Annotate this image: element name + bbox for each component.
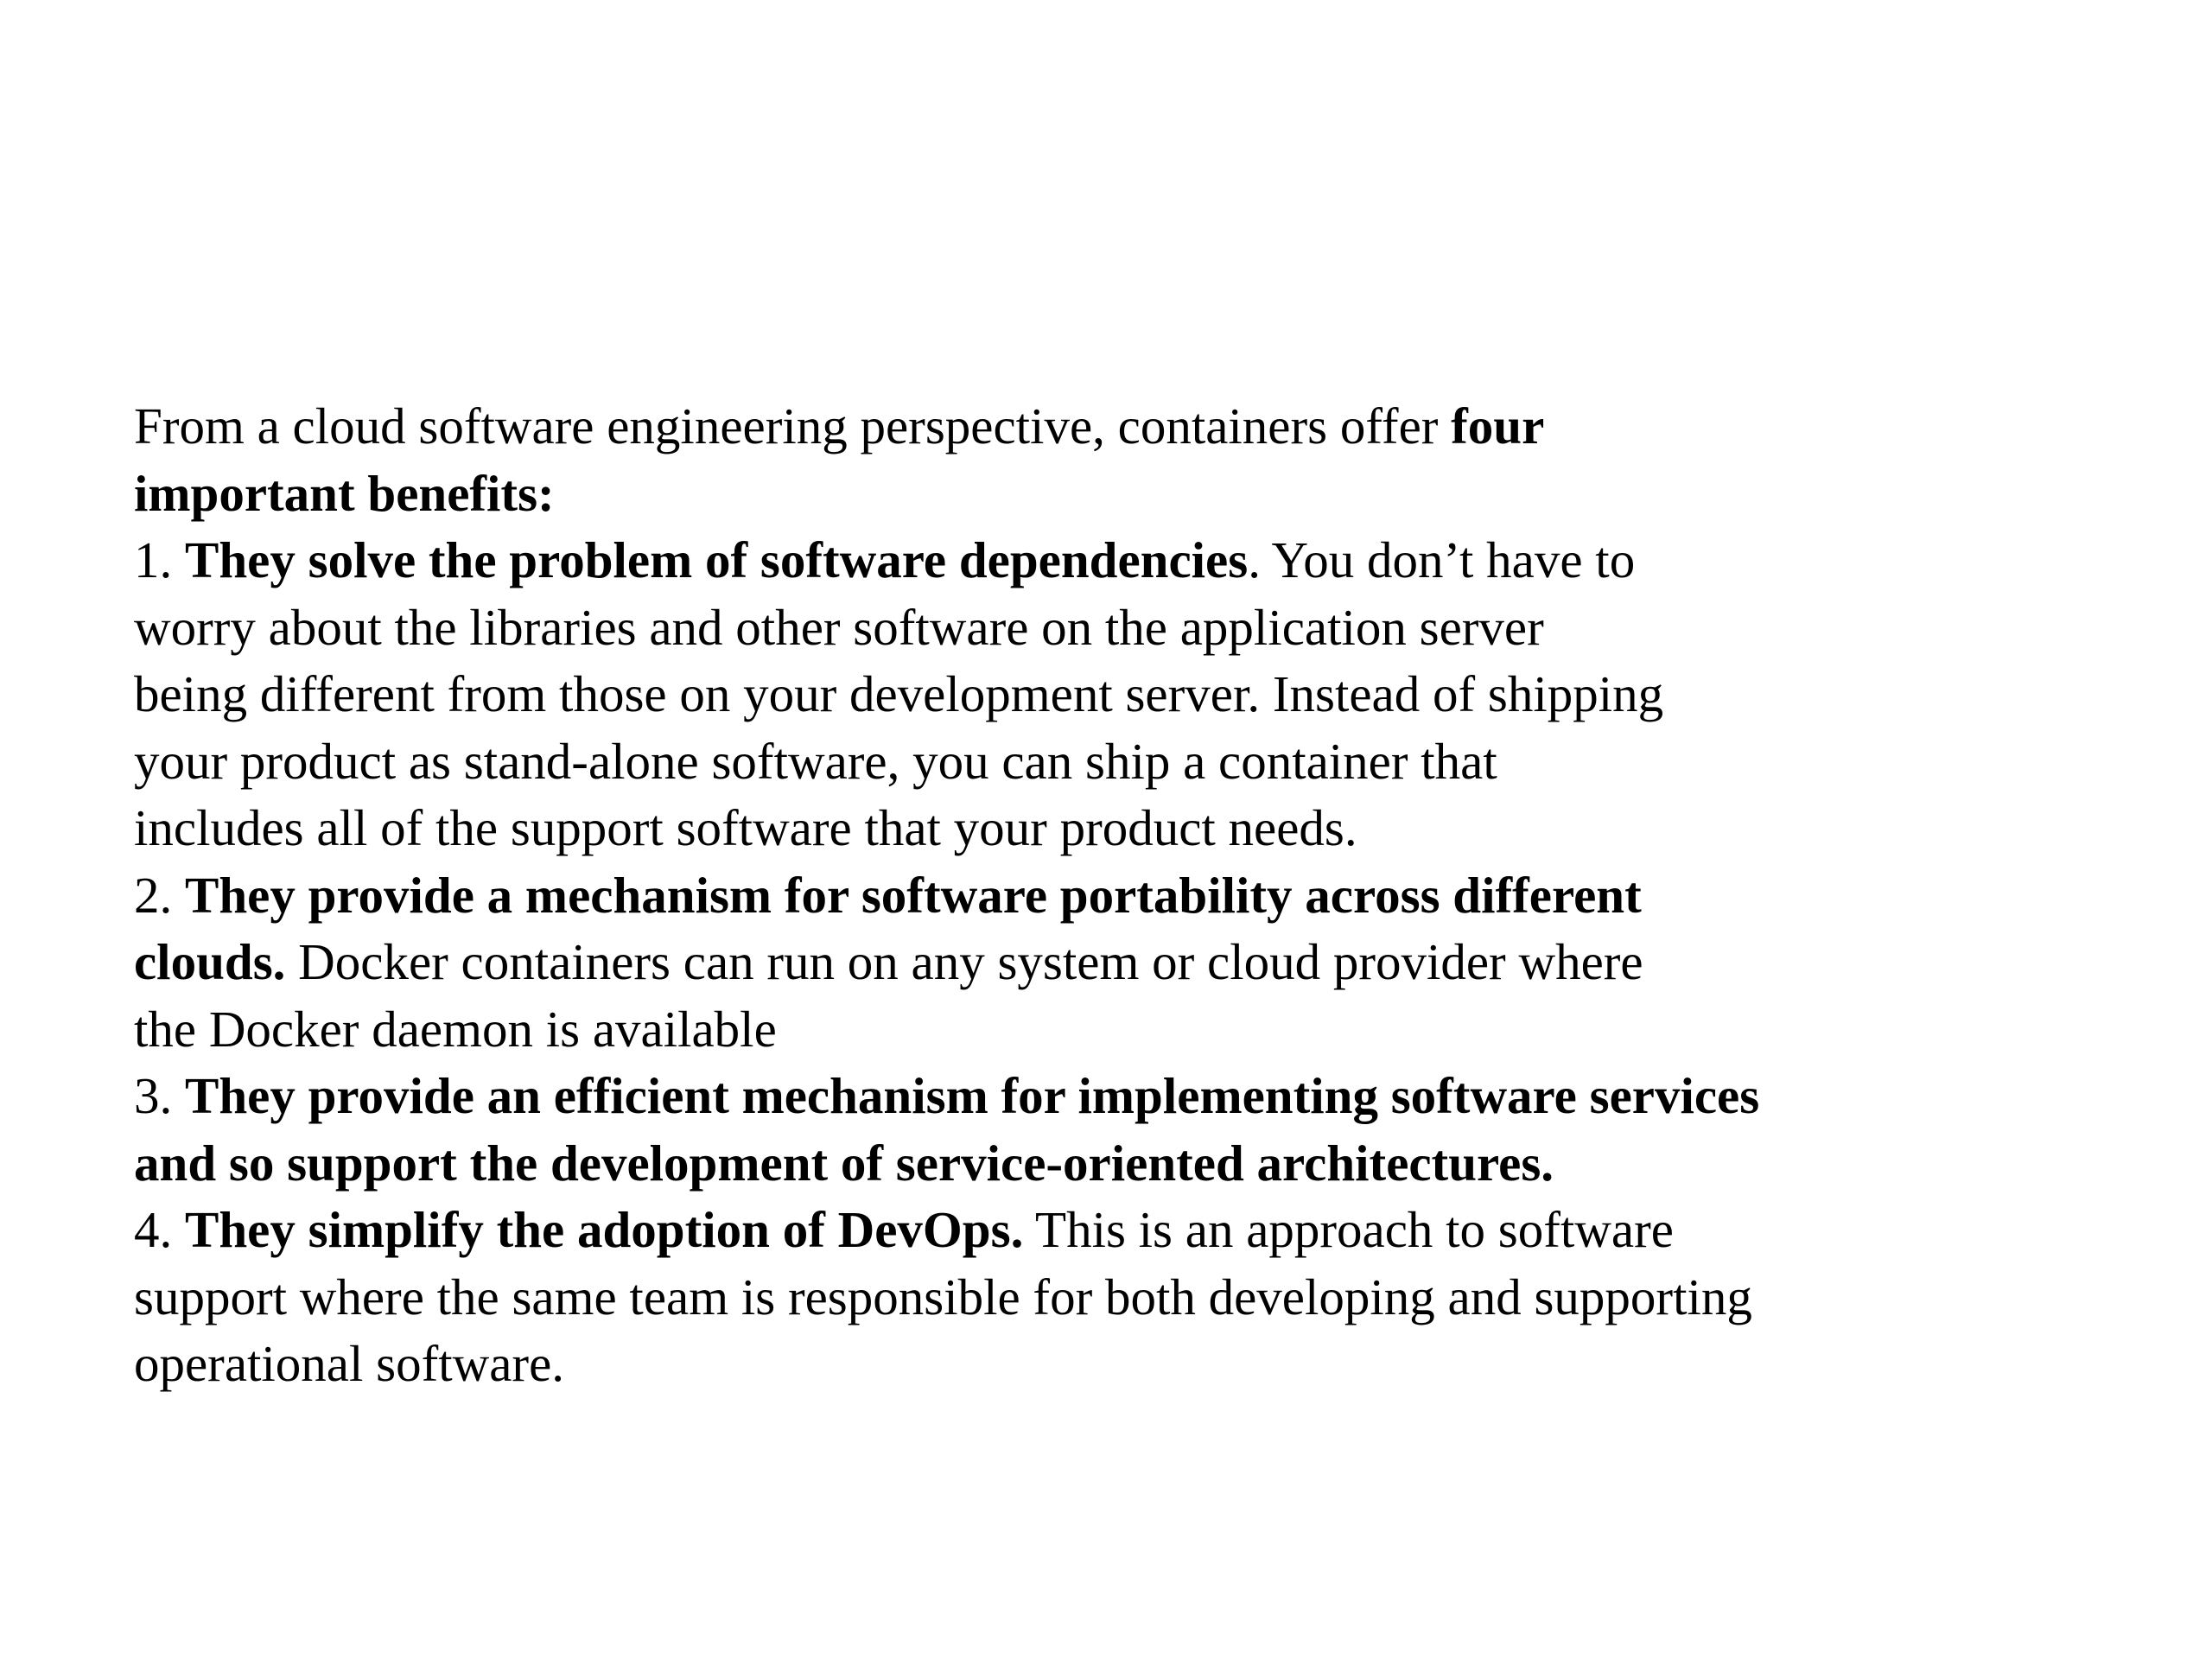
benefit-3-line-2: and so support the development of service-oriented architectures. xyxy=(134,1134,1554,1192)
benefit-1-line-1: 1. They solve the problem of software dependencies. You don’t have to xyxy=(134,531,1636,588)
benefit-4-line-1: 4. They simplify the adoption of DevOps. This is an approach to software xyxy=(134,1201,1674,1258)
benefit-1-line-5: includes all of the support software that your product needs. xyxy=(134,799,1357,856)
benefit-3-line-1: 3. They provide an efficient mechanism for implementing software services xyxy=(134,1067,1760,1124)
benefit-1-line-3: being different from those on your development server. Instead of shipping xyxy=(134,665,1664,722)
benefit-1-line-4: your product as stand-alone software, you can ship a container that xyxy=(134,732,1497,790)
benefit-4-line-3: operational software. xyxy=(134,1335,565,1392)
body-text xyxy=(134,393,2121,1398)
benefit-1-line-2: worry about the libraries and other software on the application server xyxy=(134,598,1544,656)
benefit-4-line-2: support where the same team is responsible for both developing and supporting xyxy=(134,1268,1752,1325)
benefit-2-line-3: the Docker daemon is available xyxy=(134,1000,777,1058)
intro-line-2: important benefits: xyxy=(134,464,555,522)
intro-line-1: From a cloud software engineering perspective, containers offer four xyxy=(134,397,1545,454)
benefit-2-line-1: 2. They provide a mechanism for software portability across different xyxy=(134,866,1642,924)
benefit-2-line-2: clouds. Docker containers can run on any system or cloud provider where xyxy=(134,933,1643,990)
